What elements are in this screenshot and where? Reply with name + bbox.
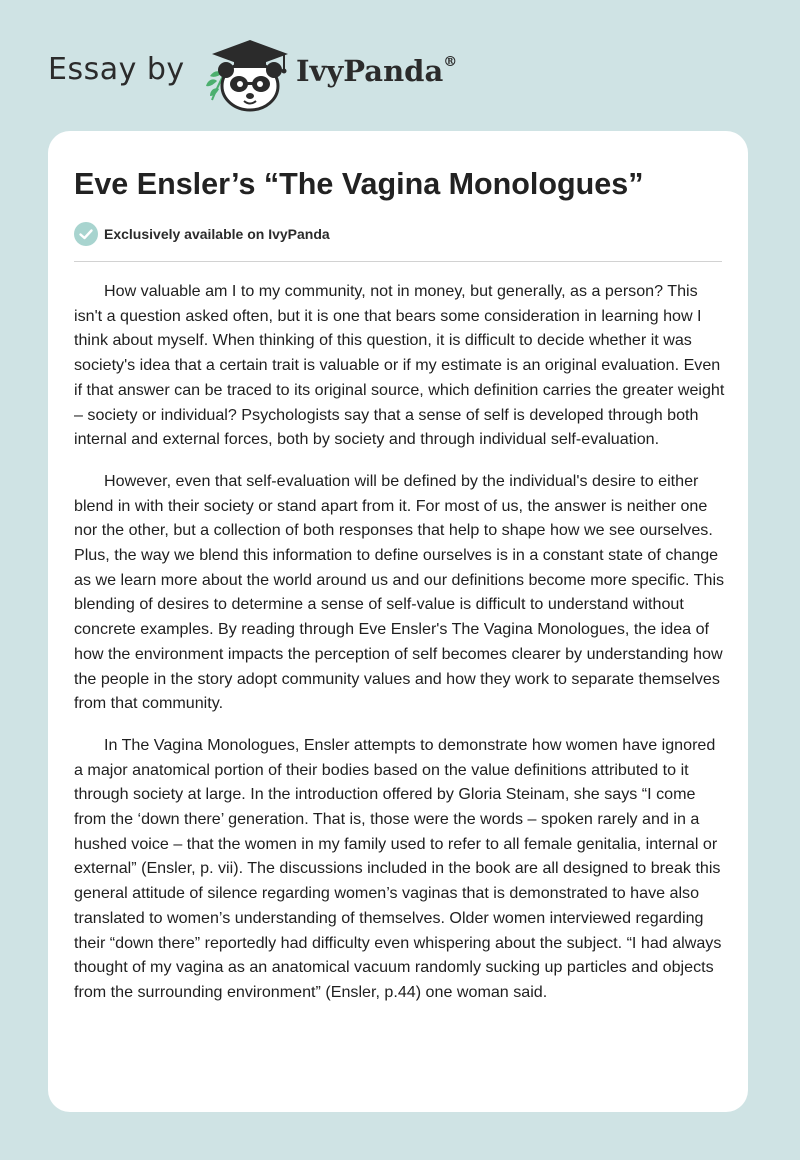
essay-by-label: Essay by [48, 52, 185, 87]
paragraph-2: However, even that self-evaluation will be defined by the individual's desire to either blend in with their society or stand apart from it. For most of us, the answer is neither one nor the other, but a collection of both responses that help to shape how we see ourselves. Plus, the way we blend this information to define ourselves is in a constant state of change as we learn more about the world around us and our definitions become more specific. This blending of desires to determine a sense of self-value is difficult to understand without concrete examples. By reading through Eve Ensler's The Vagina Monologues, the idea of how the environment impacts the perception of self becomes clearer by understanding how the people in the story adopt community values and how they work to separate themselves from that community. [74, 471, 725, 713]
essay-card [48, 131, 748, 1112]
paragraph-1: How valuable am I to my community, not in money, but generally, as a person? This isn't a question asked often, but it is one that bears some consideration in learning how I think about myself. When thinking of this question, it is difficult to decide whether it was society's idea that a certain trait is valuable or if my estimate is an original evaluation. Even if that answer can be traced to its original source, which definition carries the greater weight – society or individual? Psychologists say that a sense of self is developed through both internal and external forces, both by society and through individual self-evaluation. [74, 282, 725, 449]
ivypanda-brand-name[interactable] [296, 54, 457, 88]
paragraph-3: In The Vagina Monologues, Ensler attempts to demonstrate how women have ignored a major anatomical portion of their bodies based on the value definitions attributed to it through society at large. In the introduction offered by Gloria Steinam, she says “I come from the ‘down there’ generation. That is, those were the words – spoken rarely and in a hushed voice – that the women in my family used to refer to all female genitalia, internal or external” (Ensler, p. vii). The discussions included in the book are all designed to break this general attitude of silence regarding women’s vaginas that is demonstrated to have also translated to women’s understanding of themselves. Older women interviewed regarding their “down there” reportedly had difficulty even whispering about the subject. “I had always thought of my vagina as an anatomical vacuum randomly sucking up particles and objects from the surrounding environment” (Ensler, p.44) one woman said. [74, 735, 722, 1001]
brand-name-text: IvyPanda [296, 54, 444, 88]
site-header [0, 0, 800, 130]
panda-graduate-logo-icon[interactable] [202, 36, 294, 112]
exclusive-badge [74, 222, 330, 246]
essay-title: Eve Ensler’s “The Vagina Monologues” [74, 167, 644, 201]
exclusive-badge-text: Exclusively available on IvyPanda [104, 226, 330, 242]
essay-body [74, 279, 726, 1022]
registered-mark: ® [443, 54, 458, 71]
check-circle-icon [74, 222, 98, 246]
title-divider [74, 261, 722, 262]
